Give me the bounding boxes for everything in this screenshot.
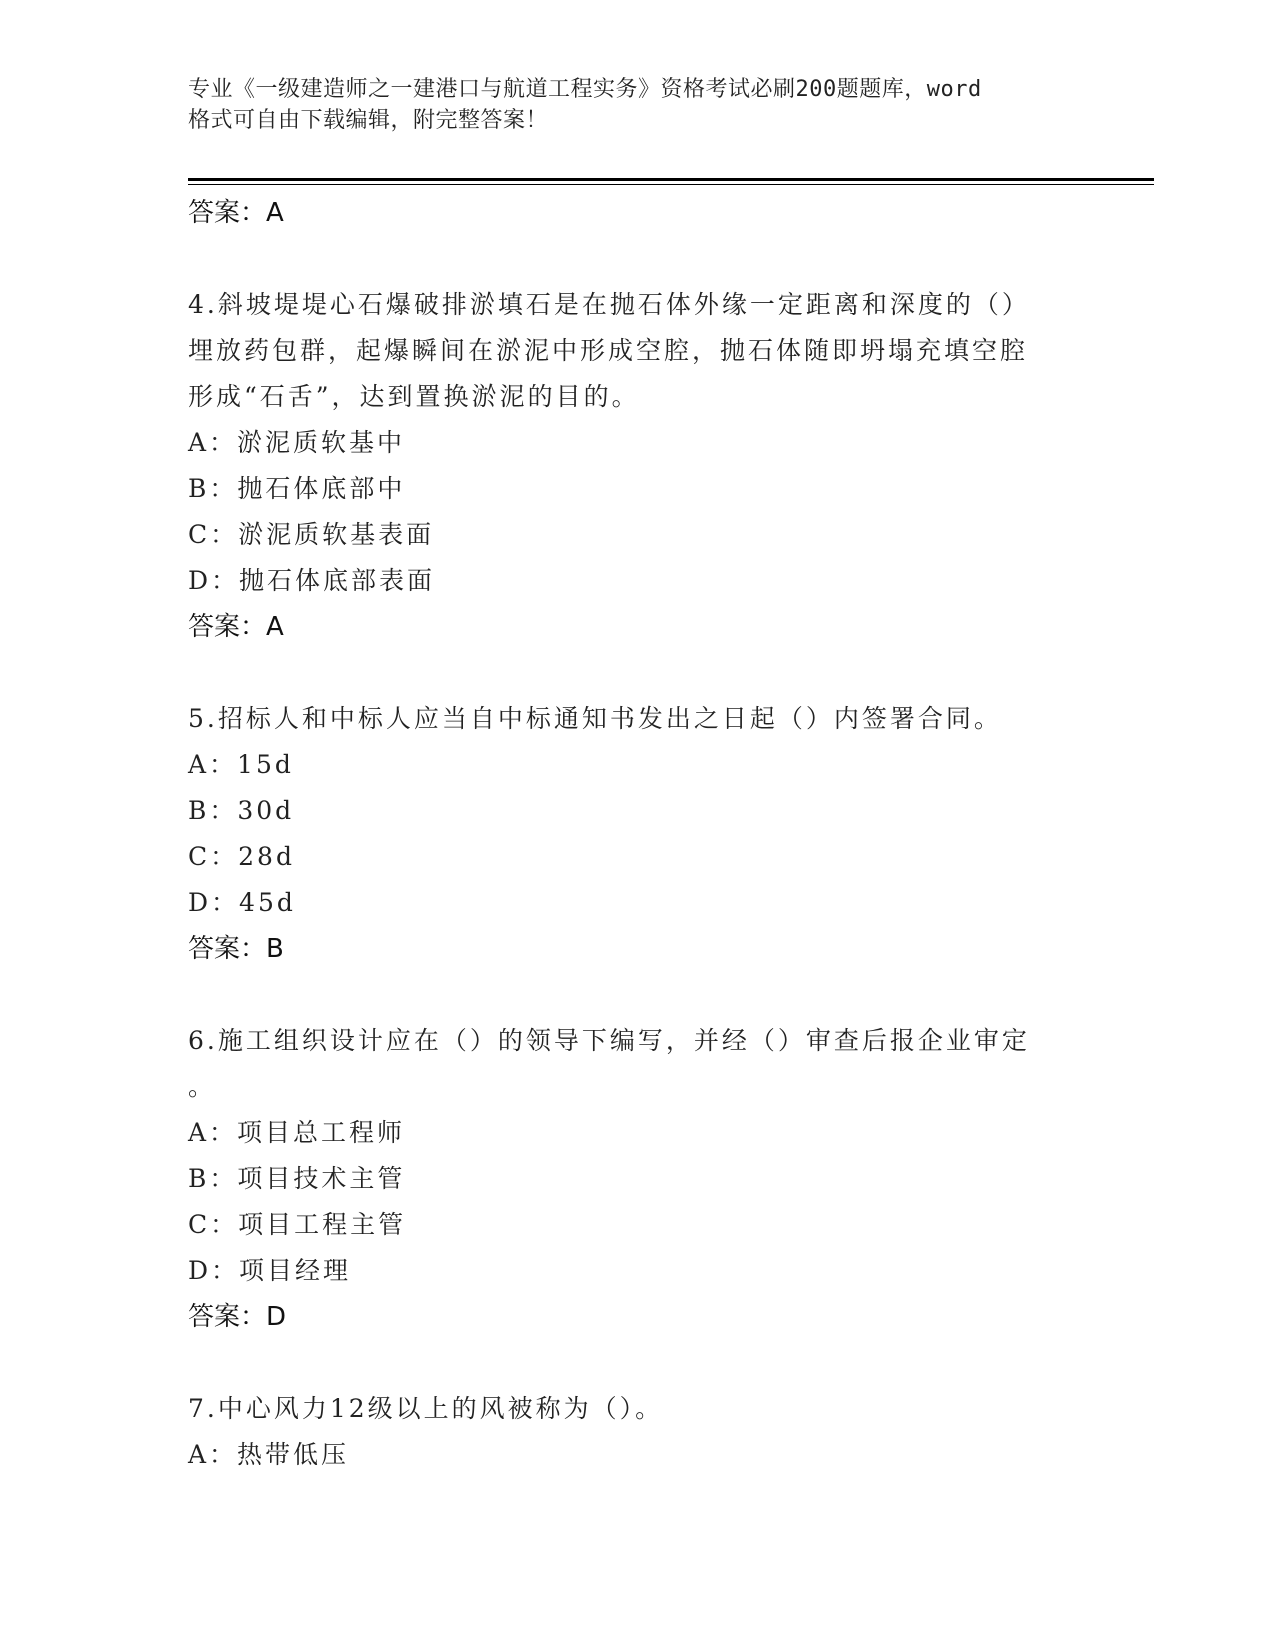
option-d: D：项目经理	[188, 1256, 352, 1285]
option-c: C：28d	[188, 842, 295, 871]
answer-line: 答案：B	[188, 934, 284, 964]
question-stem-line: 6.施工组织设计应在（）的领导下编写，并经（）审查后报企业审定	[188, 1026, 1030, 1055]
question-6	[188, 1018, 1088, 1340]
option-a: A：热带低压	[188, 1440, 350, 1469]
question-5	[188, 696, 1088, 972]
question-stem-line: 埋放药包群，起爆瞬间在淤泥中形成空腔，抛石体随即坍塌充填空腔	[188, 336, 1029, 365]
option-b: B：30d	[188, 796, 295, 825]
answer-line: 答案：D	[188, 1302, 287, 1332]
header-line-2: 格式可自由下载编辑，附完整答案！	[188, 108, 549, 133]
question-7	[188, 1386, 1088, 1478]
question-stem-line: 形成“石舌”，达到置换淤泥的目的。	[188, 382, 640, 411]
answer-line: 答案：A	[188, 612, 284, 642]
option-a: A：15d	[188, 750, 294, 779]
option-d: D：抛石体底部表面	[188, 566, 436, 595]
option-d: D：45d	[188, 888, 296, 917]
question-stem-line: 。	[188, 1072, 217, 1101]
option-b: B：项目技术主管	[188, 1164, 406, 1193]
option-a: A：项目总工程师	[188, 1118, 406, 1147]
option-b: B：抛石体底部中	[188, 474, 406, 503]
option-a: A：淤泥质软基中	[188, 428, 406, 457]
question-stem-line: 7.中心风力12级以上的风被称为（）。	[188, 1394, 664, 1423]
question-4	[188, 282, 1088, 650]
previous-answer: 答案：A	[188, 198, 284, 228]
question-stem-line: 5.招标人和中标人应当自中标通知书发出之日起（）内签署合同。	[188, 704, 1002, 733]
document-header	[188, 74, 1088, 136]
option-c: C：淤泥质软基表面	[188, 520, 435, 549]
option-c: C：项目工程主管	[188, 1210, 407, 1239]
header-line-1: 专业《一级建造师之一建港口与航道工程实务》资格考试必刷200题题库，word	[188, 77, 982, 102]
question-stem-line: 4.斜坡堤堤心石爆破排淤填石是在抛石体外缘一定距离和深度的（）	[188, 290, 1030, 319]
header-divider-thin	[188, 184, 1154, 185]
header-divider-thick	[188, 178, 1154, 181]
question-list	[188, 190, 1088, 1478]
